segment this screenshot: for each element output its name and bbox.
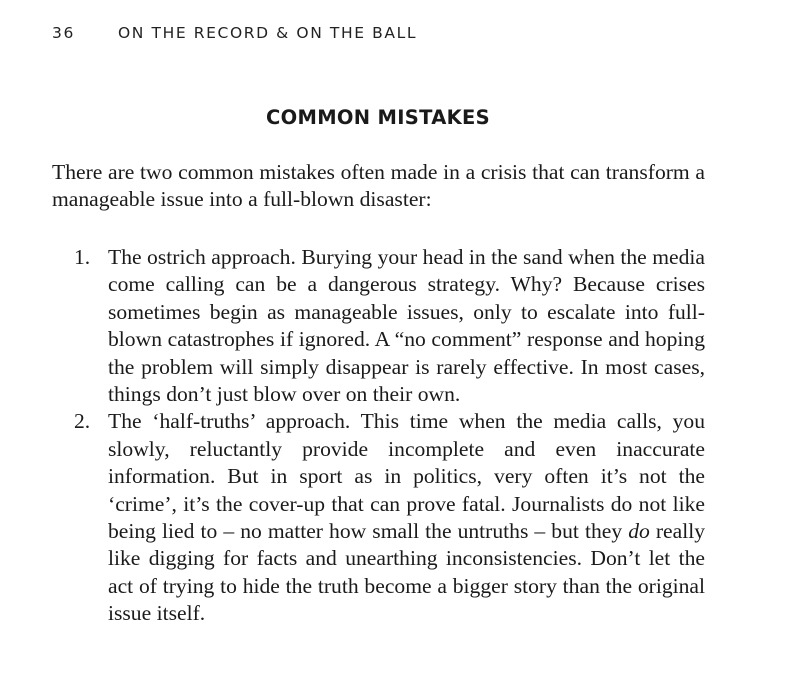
section-heading: COMMON MISTAKES (266, 106, 490, 129)
intro-paragraph: There are two common mistakes often made in a crisis that can transform a manageable issue into a full-blown disaster: (52, 160, 705, 212)
list-item (52, 408, 705, 627)
running-title: ON THE RECORD & ON THE BALL (118, 24, 418, 42)
list-item (52, 244, 705, 408)
list-item-number: 2. (74, 409, 91, 434)
list-item-text (108, 409, 705, 625)
list-item-text-before-emphasis: The ‘half-truths’ approach. This time when the media calls, you slowly, reluctantly provide incomplete and even inaccurate information. But in sport as in politics, very often it’s not the ‘crime’, it’s the cover-up that can prove fatal. Journalists do not like being lied to – no matter how small the untruths – but they (108, 409, 705, 544)
page-number: 36 (52, 24, 75, 42)
list-item-number: 1. (74, 245, 91, 269)
mistakes-list (52, 244, 705, 628)
list-item-text-after-emphasis: really like digging for facts and unearthing inconsistencies. Don’t let the act of trying to hide the truth become a bigger story than the original issue itself. (108, 519, 705, 626)
emphasized-word: do (628, 519, 650, 544)
running-header (52, 24, 417, 42)
list-item-text: The ostrich approach. Burying your head in the sand when the media come calling can be a dangerous strategy. Why? Because crises sometimes begin as manageable issues, only to escalate into full-blown catastrophes if ignored. A “no comment” response and hoping the problem will simply disappear is rarely effective. In most cases, things don’t just blow over on their own. (108, 245, 705, 407)
